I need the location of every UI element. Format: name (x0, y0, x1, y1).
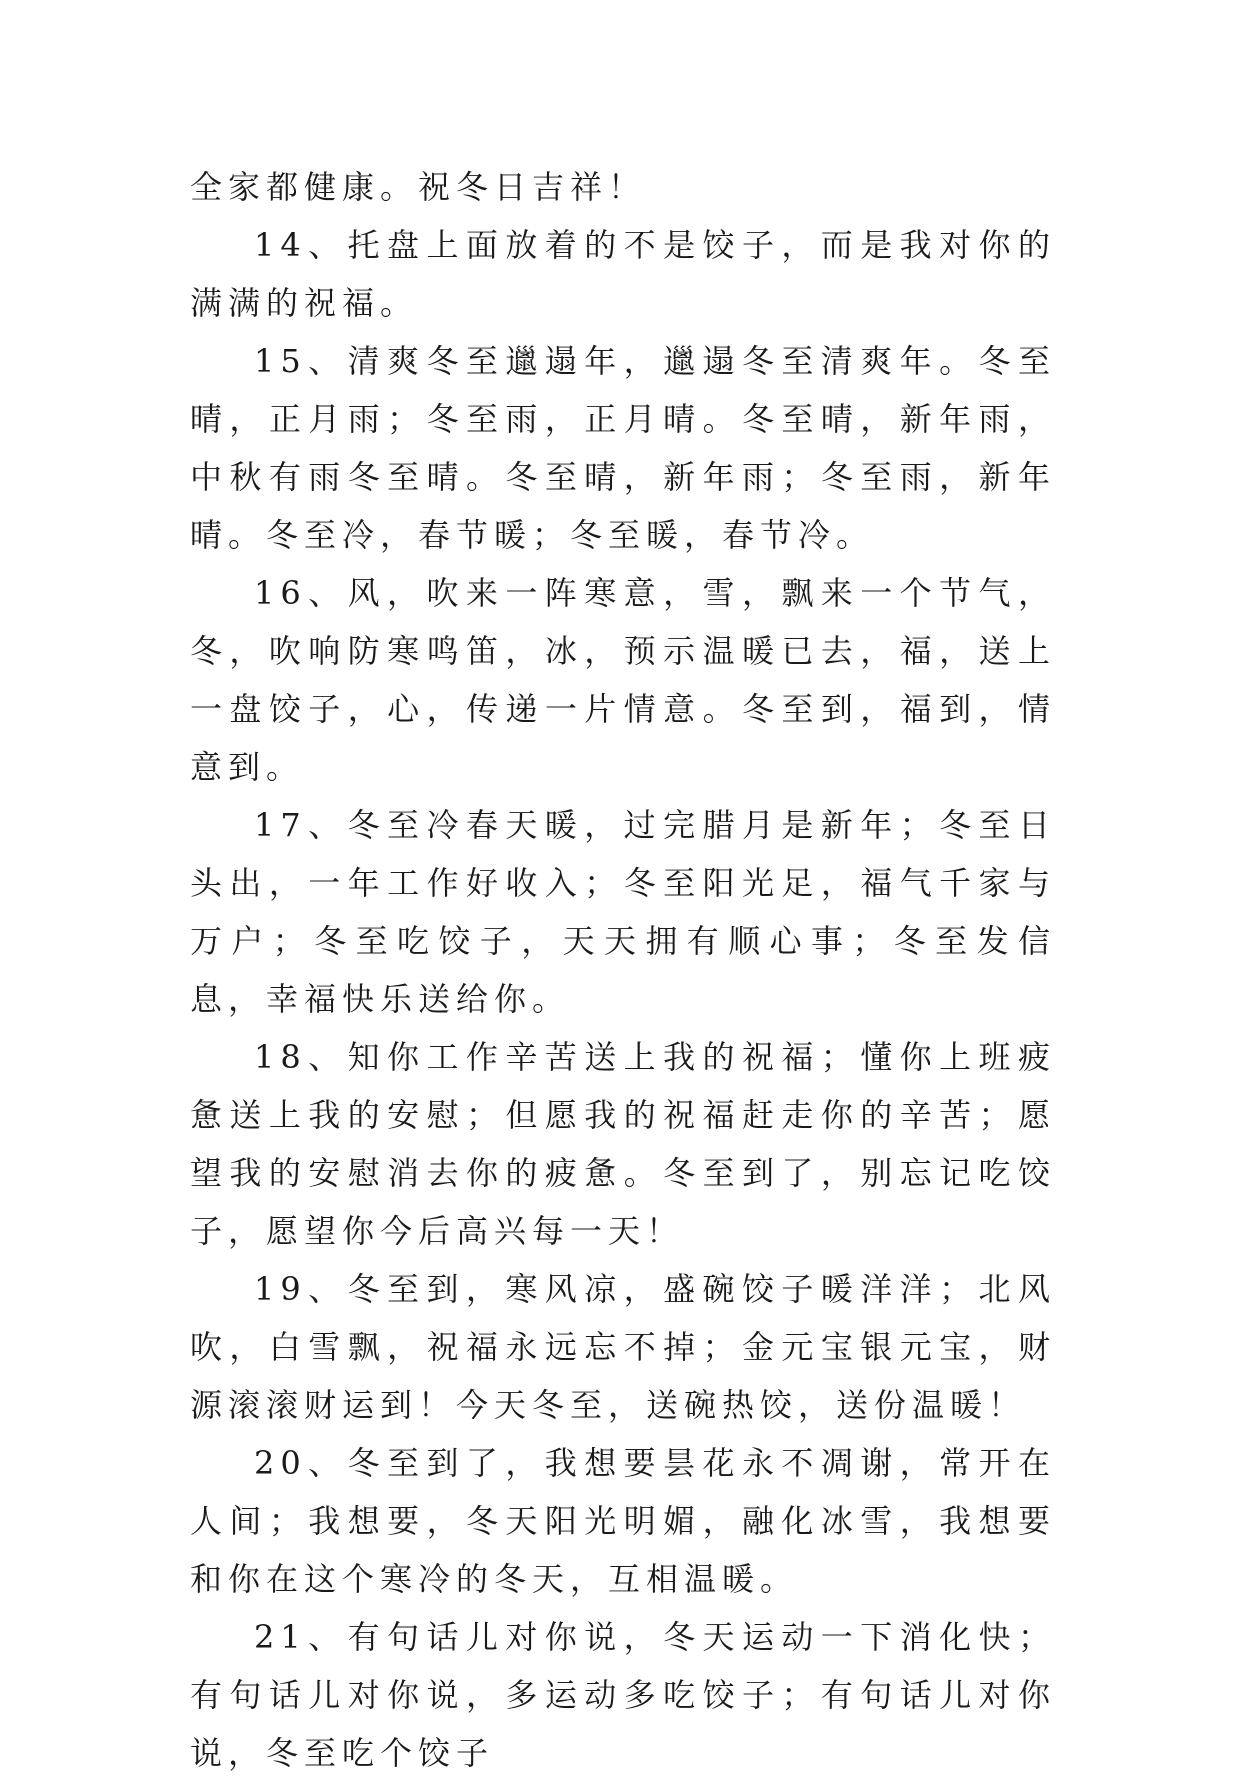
paragraph: 18、知你工作辛苦送上我的祝福；懂你上班疲惫送上我的安慰；但愿我的祝福赶走你的辛苦；愿望我的安慰消去你的疲惫。冬至到了，别忘记吃饺子，愿望你今后高兴每一天！ (190, 1038, 1056, 1250)
paragraph: 15、清爽冬至邋遢年，邋遢冬至清爽年。冬至晴，正月雨；冬至雨，正月晴。冬至晴，新年雨，中秋有雨冬至晴。冬至晴，新年雨；冬至雨，新年晴。冬至冷，春节暖；冬至暖，春节冷。 (190, 342, 1056, 554)
paragraph: 19、冬至到，寒风凉，盛碗饺子暖洋洋；北风吹，白雪飘，祝福永远忘不掉；金元宝银元宝，财源滚滚财运到！今天冬至，送碗热饺，送份温暖！ (190, 1270, 1056, 1424)
paragraph: 14、托盘上面放着的不是饺子，而是我对你的满满的祝福。 (190, 226, 1056, 322)
paragraph: 20、冬至到了，我想要昙花永不凋谢，常开在人间；我想要，冬天阳光明媚，融化冰雪，我想要和你在这个寒冷的冬天，互相温暖。 (190, 1444, 1056, 1598)
paragraph: 全家都健康。祝冬日吉祥！ (190, 168, 647, 206)
paragraph: 21、有句话儿对你说，冬天运动一下消化快；有句话儿对你说，多运动多吃饺子；有句话儿对你说，冬至吃个饺子 (190, 1618, 1056, 1772)
document-body (190, 158, 1056, 1782)
paragraph: 17、冬至冷春天暖，过完腊月是新年；冬至日头出，一年工作好收入；冬至阳光足，福气千家与万户；冬至吃饺子，天天拥有顺心事；冬至发信息，幸福快乐送给你。 (190, 806, 1056, 1018)
paragraph: 16、风，吹来一阵寒意，雪，飘来一个节气，冬，吹响防寒鸣笛，冰，预示温暖已去，福，送上一盘饺子，心，传递一片情意。冬至到，福到，情意到。 (190, 574, 1056, 786)
